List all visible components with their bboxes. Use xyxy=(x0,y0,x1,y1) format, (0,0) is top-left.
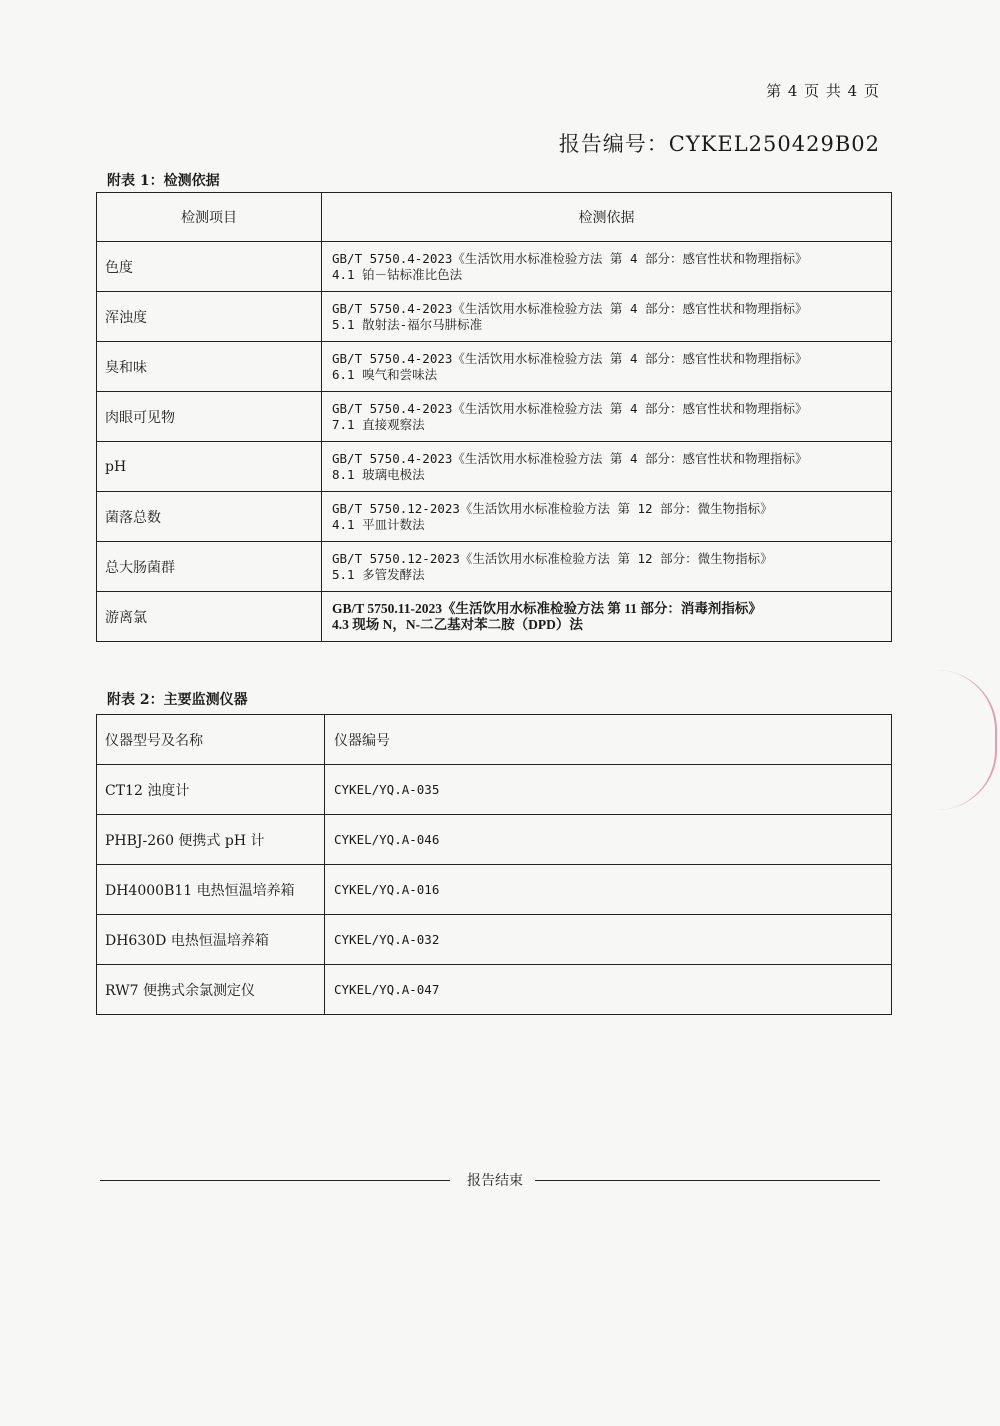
table1-header-basis: 检测依据 xyxy=(322,193,892,242)
report-number: 报告编号：CYKEL250429B02 xyxy=(558,132,880,156)
basis-method: 6.1 嗅气和尝味法 xyxy=(332,366,438,382)
instrument-name: DH630D 电热恒温培养箱 xyxy=(97,915,325,965)
end-divider-left xyxy=(100,1180,450,1181)
table2-caption: 附表 2：主要监测仪器 xyxy=(107,692,248,708)
test-basis xyxy=(322,392,892,442)
instrument-id: CYKEL/YQ.A-047 xyxy=(325,965,892,1015)
basis-method: 4.1 平皿计数法 xyxy=(332,516,425,532)
basis-standard: GB/T 5750.4-2023《生活饮用水标准检验方法 第 4 部分：感官性状和物理指标》 xyxy=(332,400,808,416)
test-item: pH xyxy=(97,442,322,492)
basis-method: 5.1 多管发酵法 xyxy=(332,566,425,582)
test-item: 浑浊度 xyxy=(97,292,322,342)
basis-standard: GB/T 5750.12-2023《生活饮用水标准检验方法 第 12 部分：微生物指标》 xyxy=(332,500,773,516)
test-item: 色度 xyxy=(97,242,322,292)
instrument-id: CYKEL/YQ.A-046 xyxy=(325,815,892,865)
instrument-name: PHBJ-260 便携式 pH 计 xyxy=(97,815,325,865)
table2-header-name: 仪器型号及名称 xyxy=(97,715,325,765)
instrument-name: CT12 浊度计 xyxy=(97,765,325,815)
table1-header-item: 检测项目 xyxy=(97,193,322,242)
table-row xyxy=(97,492,892,542)
basis-method: 5.1 散射法-福尔马肼标准 xyxy=(332,316,483,332)
test-basis xyxy=(322,292,892,342)
basis-standard: GB/T 5750.4-2023《生活饮用水标准检验方法 第 4 部分：感官性状和物理指标》 xyxy=(332,450,808,466)
table-row xyxy=(97,865,892,915)
basis-standard: GB/T 5750.4-2023《生活饮用水标准检验方法 第 4 部分：感官性状和物理指标》 xyxy=(332,250,808,266)
test-basis xyxy=(322,342,892,392)
basis-standard: GB/T 5750.4-2023《生活饮用水标准检验方法 第 4 部分：感官性状和物理指标》 xyxy=(332,300,808,316)
basis-method: 4.3 现场 N，N-二乙基对苯二胺（DPD）法 xyxy=(332,616,583,632)
instrument-id: CYKEL/YQ.A-032 xyxy=(325,915,892,965)
instrument-name: RW7 便携式余氯测定仪 xyxy=(97,965,325,1015)
basis-standard: GB/T 5750.12-2023《生活饮用水标准检验方法 第 12 部分：微生物指标》 xyxy=(332,550,773,566)
table-row xyxy=(97,292,892,342)
instrument-id: CYKEL/YQ.A-035 xyxy=(325,765,892,815)
table-row xyxy=(97,342,892,392)
test-item: 游离氯 xyxy=(97,592,322,642)
test-basis xyxy=(322,442,892,492)
basis-standard: GB/T 5750.4-2023《生活饮用水标准检验方法 第 4 部分：感官性状和物理指标》 xyxy=(332,350,808,366)
test-basis xyxy=(322,242,892,292)
seal-stamp-edge xyxy=(935,670,997,810)
table-row xyxy=(97,542,892,592)
test-basis xyxy=(322,492,892,542)
test-item: 菌落总数 xyxy=(97,492,322,542)
basis-method: 4.1 铂－钴标准比色法 xyxy=(332,266,463,282)
table-row xyxy=(97,765,892,815)
table-row xyxy=(97,592,892,642)
end-divider-right xyxy=(535,1180,880,1181)
test-basis xyxy=(322,592,892,642)
table-row xyxy=(97,965,892,1015)
testing-basis-table xyxy=(96,192,892,642)
table1-header-row xyxy=(97,193,892,242)
table2-header-row xyxy=(97,715,892,765)
test-item: 肉眼可见物 xyxy=(97,392,322,442)
table1-caption: 附表 1：检测依据 xyxy=(107,173,220,189)
instrument-name: DH4000B11 电热恒温培养箱 xyxy=(97,865,325,915)
test-item: 总大肠菌群 xyxy=(97,542,322,592)
basis-method: 7.1 直接观察法 xyxy=(332,416,425,432)
instrument-id: CYKEL/YQ.A-016 xyxy=(325,865,892,915)
basis-standard: GB/T 5750.11-2023《生活饮用水标准检验方法 第 11 部分：消毒剂指标》 xyxy=(332,600,762,616)
table2-header-id: 仪器编号 xyxy=(325,715,892,765)
table-row xyxy=(97,442,892,492)
table-row xyxy=(97,242,892,292)
test-item: 臭和味 xyxy=(97,342,322,392)
test-basis xyxy=(322,542,892,592)
instruments-table xyxy=(96,714,892,1015)
page-number: 第 4 页 共 4 页 xyxy=(766,82,880,100)
report-end-text: 报告结束 xyxy=(467,1173,523,1189)
table-row xyxy=(97,915,892,965)
table-row xyxy=(97,815,892,865)
table-row xyxy=(97,392,892,442)
basis-method: 8.1 玻璃电极法 xyxy=(332,466,425,482)
